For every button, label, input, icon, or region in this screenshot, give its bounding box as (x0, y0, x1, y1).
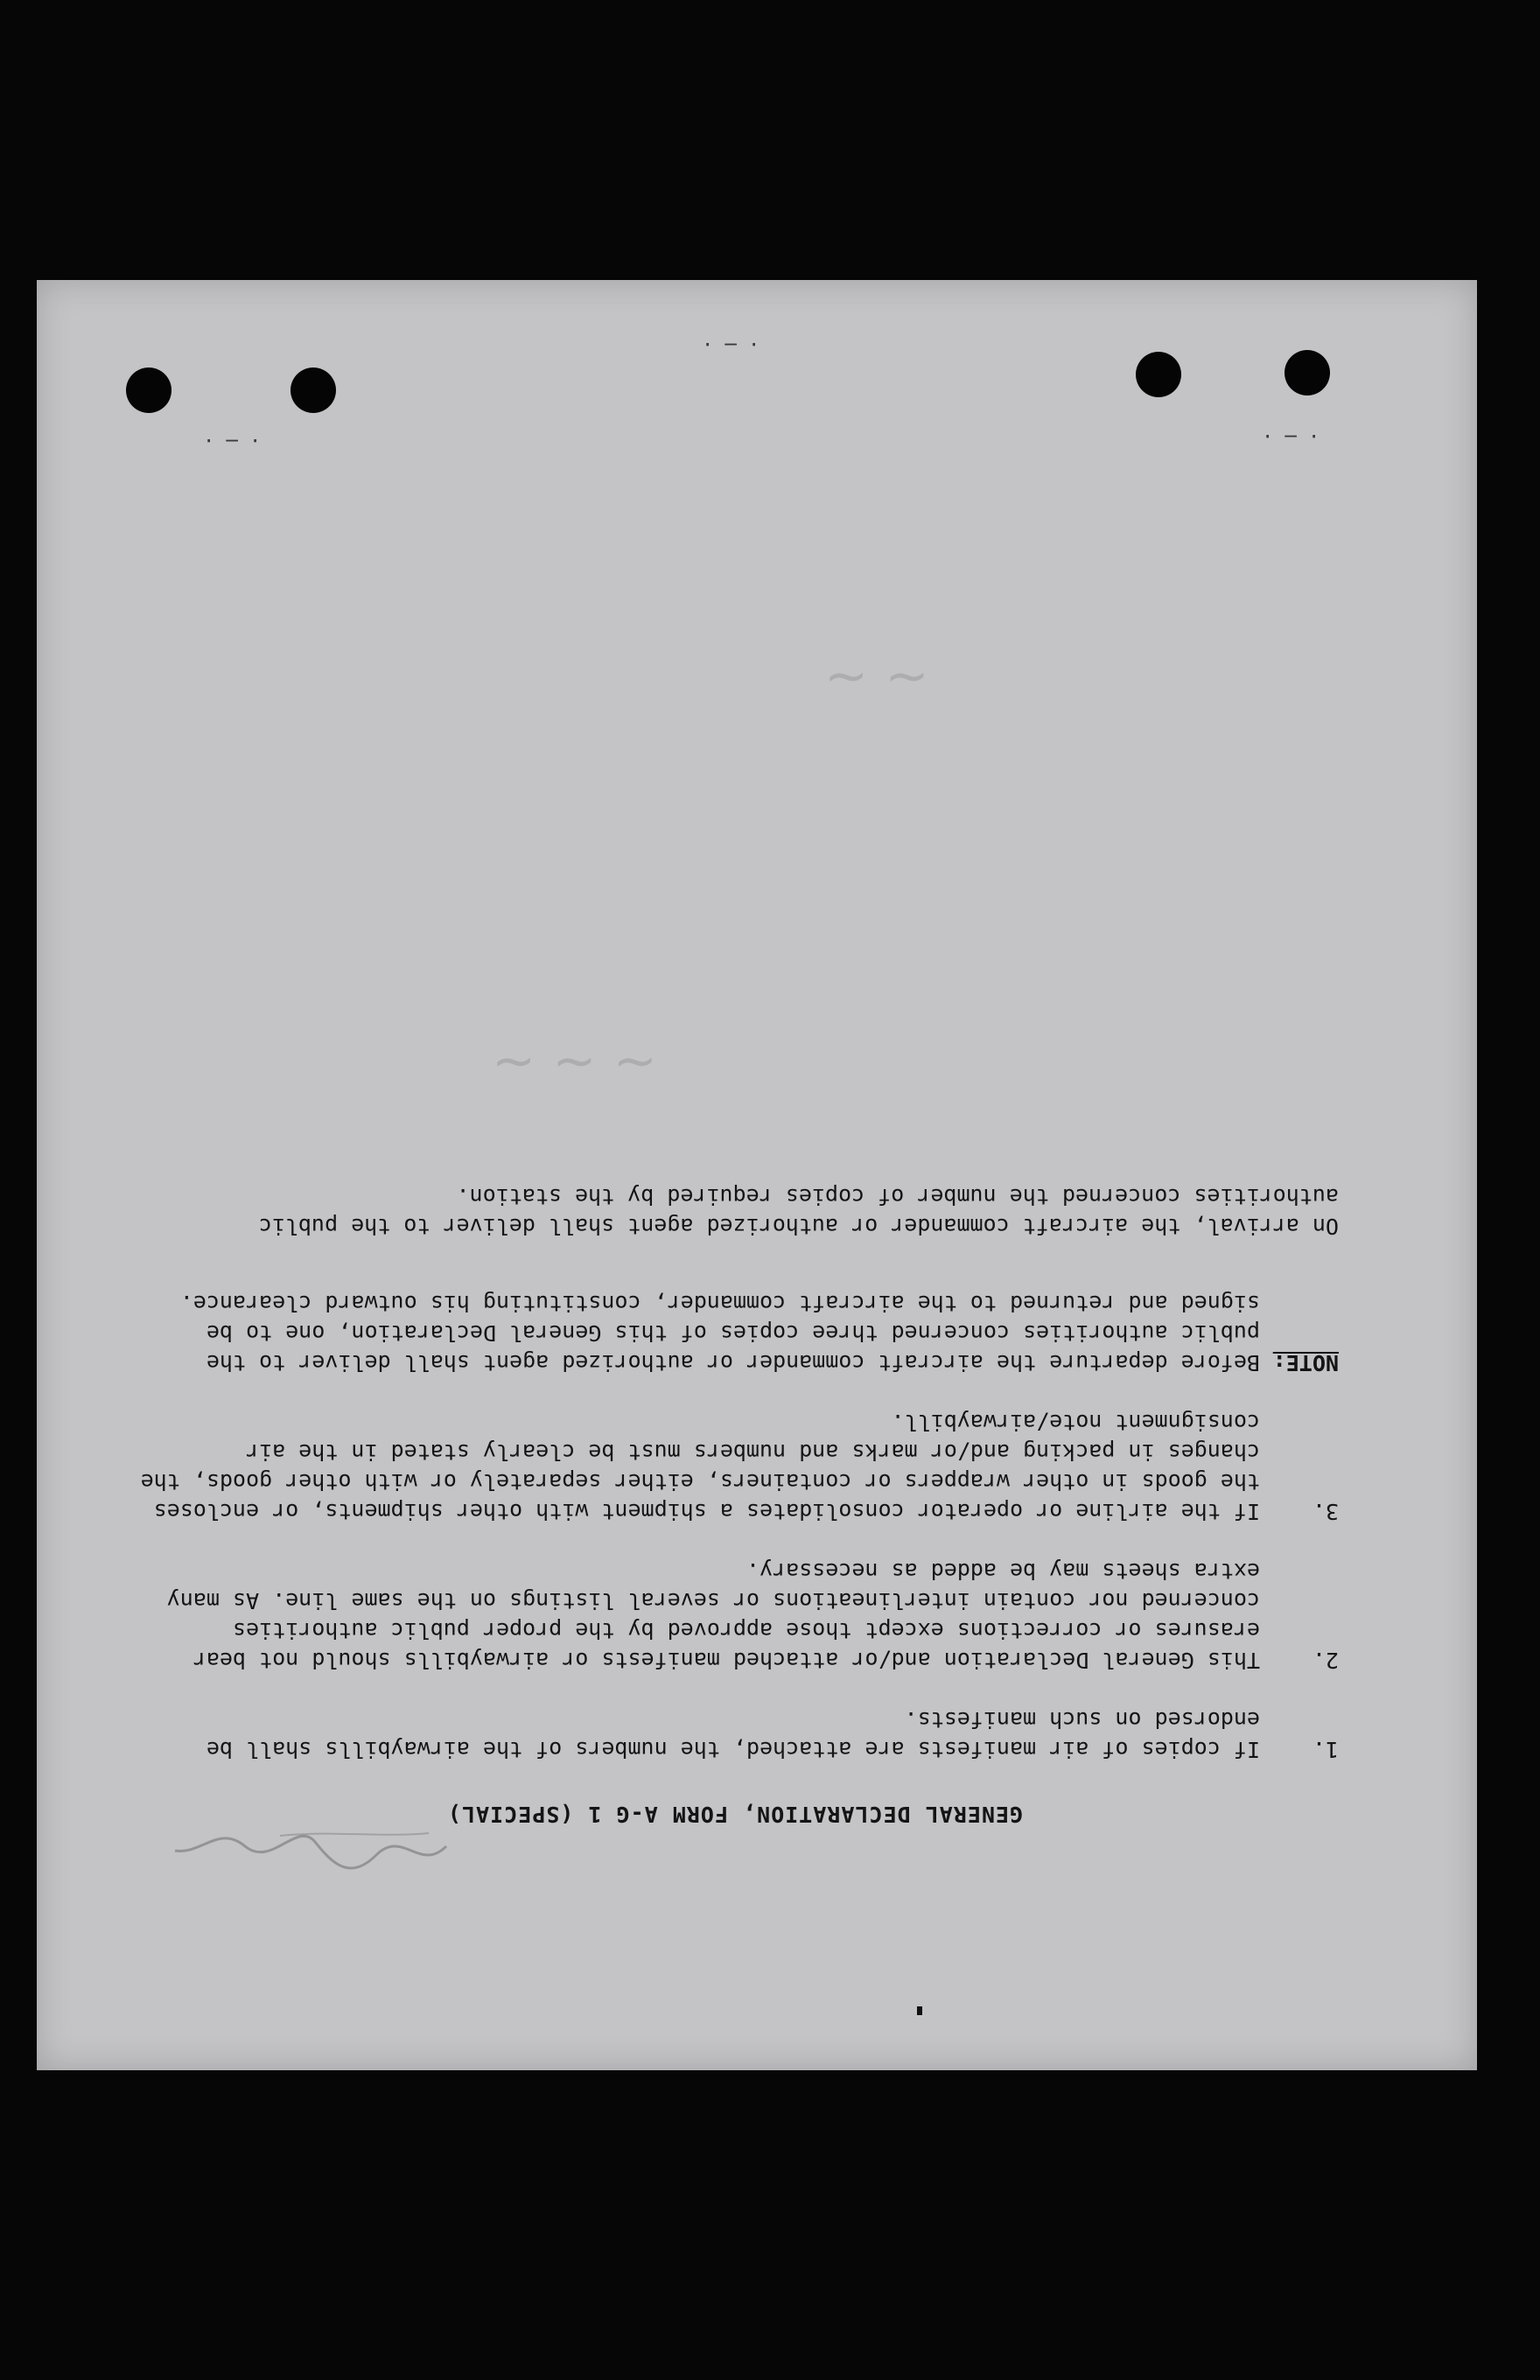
item-text: If copies of air manifests are attached, the numbers of the airwaybills shall be endorsed on such manifests. (206, 1707, 1260, 1762)
item-text: This General Declaration and/or attached manifests or airwaybills should not bear erasures or corrections except those approved by the proper public authorities concerned nor contain interlineations or several listings on the same line. As many extra sheets may be added as necessary. (166, 1558, 1260, 1673)
edge-marks: · ─ · (1262, 424, 1320, 446)
edge-marks: · ─ · (702, 332, 760, 354)
item-number: 3. (1312, 1499, 1339, 1524)
instruction-item (131, 1407, 1339, 1526)
note-text (131, 1270, 1260, 1377)
edge-marks: · ─ · (203, 429, 262, 451)
bleed-through-marks: ~ ~ ~ (492, 1032, 657, 1094)
note-departure: Before departure the aircraft commander or authorized agent shall deliver to the public authorities concerned three copies of this General Declaration, one to be signed and returned to the aircraft commander, constituting his outward clearance. (179, 1291, 1260, 1376)
note-arrival: On arrival, the aircraft commander or authorized agent shall deliver to the public authorities concerned the number of copies required by the station. (258, 1184, 1339, 1239)
punch-hole (1136, 352, 1181, 397)
handwritten-signature (166, 1820, 455, 1881)
punch-hole (126, 368, 172, 413)
punch-hole (290, 368, 336, 413)
item-text: If the airline or operator consolidates a shipment with other shipments, or encloses the goods in other wrappers or containers, either separately or with other goods, the changes in packing and/or marks and numbers must be clearly stated in the air consignment note/airwaybill. (140, 1410, 1260, 1524)
item-number: 2. (1312, 1648, 1339, 1673)
note-label: NOTE: (1272, 1350, 1339, 1376)
instruction-item (131, 1556, 1339, 1675)
declaration-text (131, 1164, 1339, 1829)
document-title: GENERAL DECLARATION, FORM A-G 1 (SPECIAL) (446, 1802, 1024, 1827)
instruction-item (131, 1704, 1339, 1764)
note-block (131, 1270, 1339, 1377)
ink-dot (917, 2006, 922, 2015)
punch-hole (1284, 350, 1330, 396)
bleed-through-marks: ~ ~ (824, 648, 929, 709)
item-number: 1. (1312, 1737, 1339, 1762)
